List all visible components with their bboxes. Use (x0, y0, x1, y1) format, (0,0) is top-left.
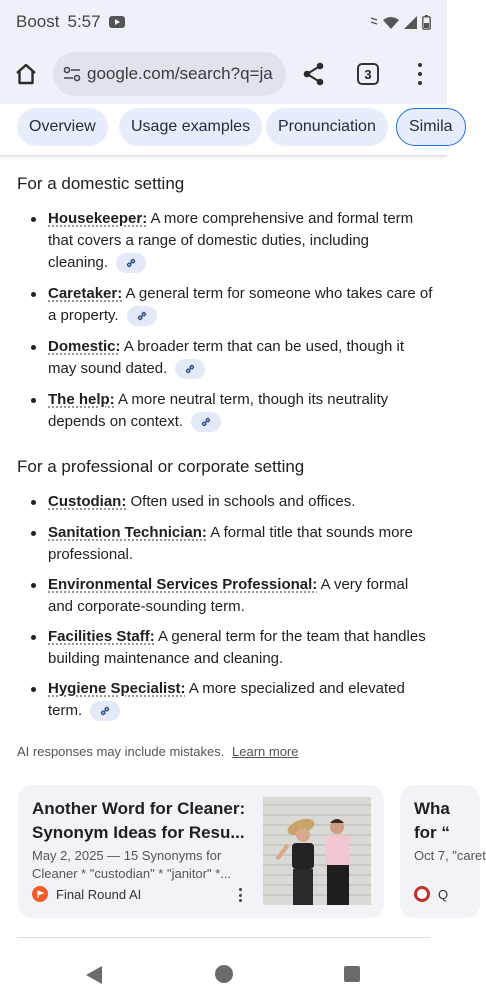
term-description: A general term for the team that handles building maintenance and cleaning. (48, 628, 426, 667)
browser-toolbar (0, 44, 447, 104)
learn-more-link[interactable]: Learn more (232, 744, 299, 759)
tab-switcher-button[interactable]: 3 (357, 63, 379, 85)
signal-icon (404, 16, 417, 29)
list-item (48, 336, 433, 380)
term-link[interactable]: The help: (48, 391, 115, 408)
source-logo-icon (414, 886, 430, 902)
term-link[interactable]: Custodian: (48, 493, 127, 510)
more-vert-icon (239, 888, 242, 891)
chip-overview[interactable]: Overview (17, 108, 108, 146)
term-link[interactable]: Caretaker: (48, 285, 123, 302)
share-button[interactable] (300, 60, 328, 88)
source-link-button[interactable] (175, 359, 205, 379)
link-icon (99, 705, 111, 717)
carrier-label: Boost (16, 12, 60, 31)
result-card[interactable] (400, 785, 486, 918)
overflow-menu-button[interactable] (410, 60, 430, 88)
term-description: Often used in schools and offices. (126, 493, 356, 510)
card-source (414, 886, 448, 902)
term-link[interactable]: Hygiene Specialist: (48, 680, 186, 697)
link-icon (200, 416, 212, 428)
list-item (48, 522, 433, 566)
youtube-notification-icon (109, 16, 125, 28)
section-title-professional: For a professional or corporate setting (17, 457, 305, 476)
vibrate-icon (370, 16, 378, 28)
share-icon (300, 60, 328, 88)
term-description: A general term for someone who takes care of a property. (48, 285, 433, 324)
battery-icon (422, 15, 431, 30)
term-link[interactable]: Environmental Services Professional: (48, 576, 318, 593)
card-source (32, 886, 141, 902)
system-nav-bar (0, 948, 447, 1000)
term-description: A broader term that can be used, though it may sound dated. (48, 338, 405, 377)
source-logo-icon (32, 886, 48, 902)
url-bar[interactable] (53, 52, 286, 96)
list-item (48, 208, 433, 274)
site-settings-icon (63, 66, 81, 82)
chip-similar[interactable]: Simila (396, 108, 466, 146)
term-description: A more neutral term, though its neutrality depends on context. (48, 391, 389, 430)
term-link[interactable]: Facilities Staff: (48, 628, 155, 645)
card-more-options-button[interactable] (236, 888, 244, 902)
list-item (48, 626, 433, 670)
section-title-domestic: For a domestic setting (17, 174, 185, 193)
chip-pronunciation[interactable]: Pronunciation (266, 108, 388, 146)
link-icon (184, 363, 196, 375)
source-link-button[interactable] (90, 701, 120, 721)
card-snippet: Oct 7, "caret (414, 848, 486, 863)
source-link-button[interactable] (116, 253, 146, 273)
source-name: Q (438, 886, 449, 902)
list-item (48, 678, 433, 722)
card-title[interactable]: Wha for “ (414, 799, 450, 842)
term-description: A more comprehensive and formal term that covers a range of domestic duties, including cleaning. (48, 210, 414, 271)
ai-disclaimer (17, 744, 298, 759)
recents-icon[interactable] (344, 966, 360, 982)
term-link[interactable]: Domestic: (48, 338, 121, 355)
term-link[interactable]: Sanitation Technician: (48, 524, 207, 541)
disclaimer-text: AI responses may include mistakes. (17, 744, 225, 759)
home-icon (12, 60, 40, 88)
back-icon[interactable] (86, 966, 102, 984)
card-thumbnail (263, 797, 371, 905)
card-snippet: May 2, 2025 — 15 Synonyms for Cleaner * "custodian" * "janitor" *... (32, 848, 232, 881)
chip-usage-examples[interactable]: Usage examples (119, 108, 262, 146)
source-link-button[interactable] (127, 306, 157, 326)
clock: 5:57 (67, 12, 101, 31)
card-title[interactable]: Another Word for Cleaner: Synonym Ideas for Resu... (32, 799, 246, 842)
home-circle-icon[interactable] (215, 965, 233, 983)
status-icons (370, 15, 431, 30)
list-item (48, 491, 433, 513)
list-item (48, 389, 433, 433)
result-card[interactable] (18, 785, 384, 918)
url-text: google.com/search?q=ja (87, 64, 273, 83)
divider (17, 937, 430, 938)
status-bar (0, 0, 447, 44)
link-icon (136, 310, 148, 322)
wifi-icon (383, 16, 399, 29)
term-link[interactable]: Housekeeper: (48, 210, 148, 227)
term-description: A formal title that sounds more professional. (48, 524, 413, 563)
source-link-button[interactable] (191, 412, 221, 432)
source-name: Final Round AI (56, 886, 142, 902)
term-description: A more specialized and elevated term. (48, 680, 405, 719)
link-icon (125, 257, 137, 269)
more-vert-icon (418, 63, 422, 67)
list-item (48, 574, 433, 618)
list-item (48, 283, 433, 327)
topic-chip-row (0, 104, 453, 156)
term-description: A very formal and corporate-sounding term. (48, 576, 409, 615)
home-button[interactable] (12, 60, 40, 88)
